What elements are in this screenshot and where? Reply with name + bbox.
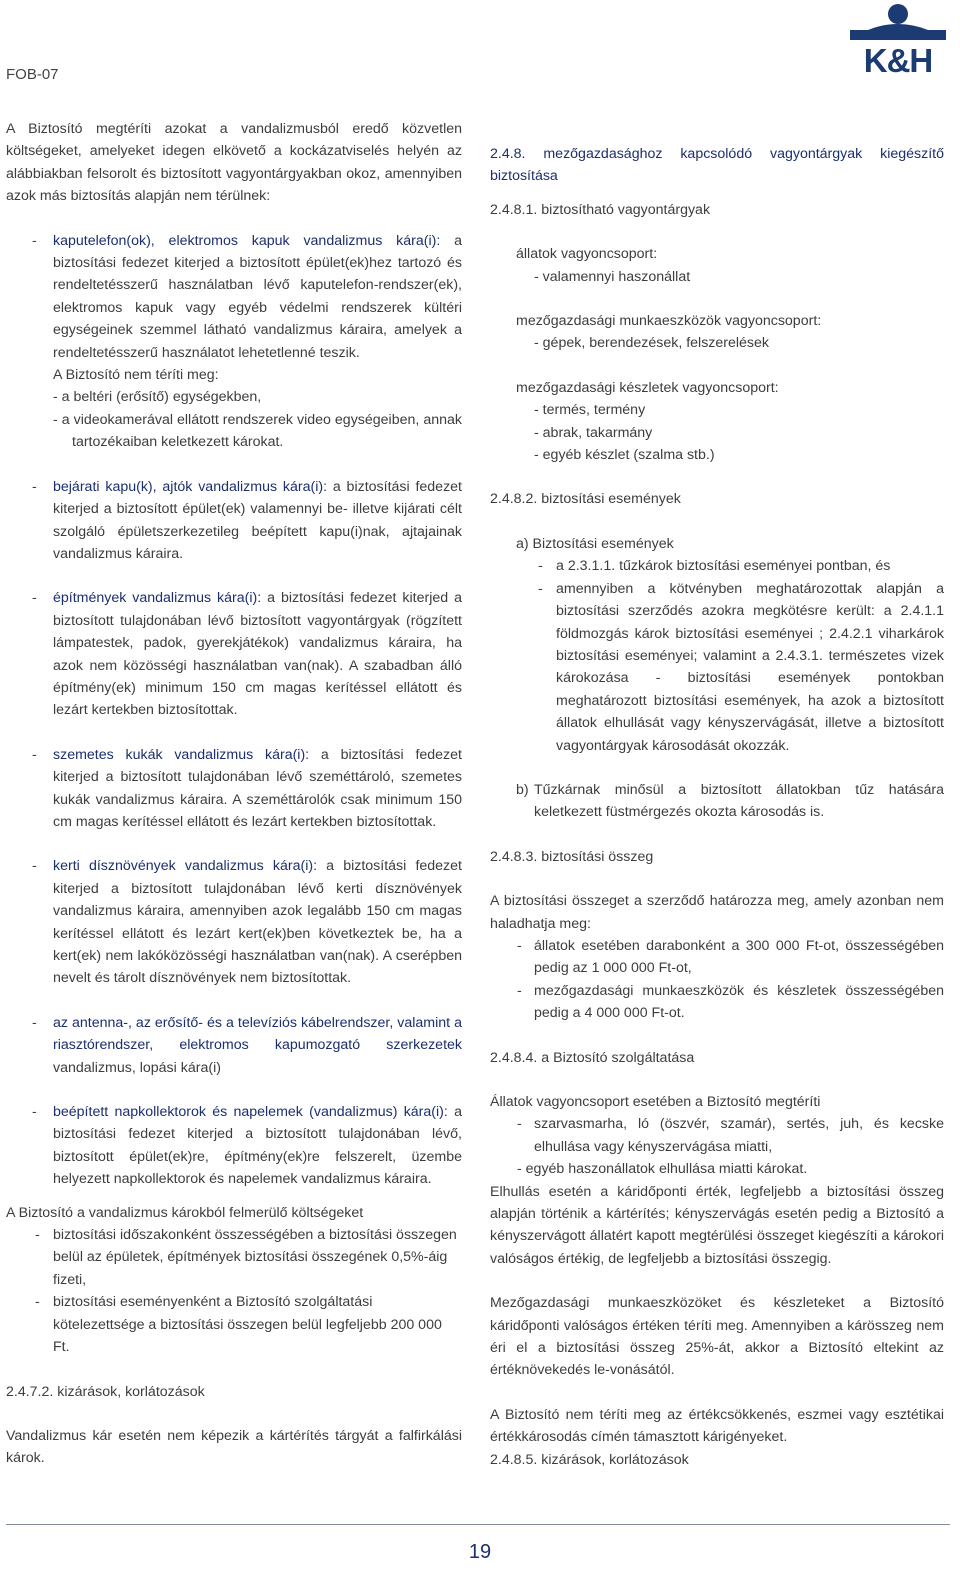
group-item: - abrak, takarmány	[534, 424, 653, 441]
subsection-title: 2.4.8.3. biztosítási összeg	[490, 848, 654, 865]
group-item: - termés, termény	[534, 402, 646, 419]
item-keyword: kaputelefon(ok), elektromos kapuk vandalizmus kára(i):	[53, 232, 441, 249]
kh-logo	[848, 0, 948, 80]
sum-item: - állatok esetében darabonként a 300 000 Ft-ot, összességében pedig az 1 000 000 Ft-ot,	[517, 937, 944, 977]
service-paragraph: Mezőgazdasági munkaeszközöket és készleteket a Biztosító káridőponti valóságos értéken téríti meg. Amennyiben a kárösszeg nem éri el a biztosítási összeg 25%-át, akkor a Biztosító eltekint az értéknövekedés le-vonásától.	[490, 1295, 944, 1379]
events-b: b) Tűzkárnak minősül a biztosított állatokban tűz hatására keletkezett füstmérgezés okozta károsodás is.	[516, 781, 944, 821]
right-column	[490, 143, 944, 1471]
group-item: - valamennyi haszonállat	[534, 268, 691, 285]
group-item: - gépek, berendezések, felszerelések	[534, 335, 770, 352]
logo-text: K&H	[863, 42, 933, 79]
not-covered-item: - a videokamerával ellátott rendszerek video egységeiben, annak tartozékaiban keletkezett károkat.	[53, 411, 462, 451]
item-solar-panels: - beépített napkollektorok és napelemek (vandalizmus) kára(i): a biztosítási fedezet kiterjed a biztosított tulajdonában lévő, biztosított épület(ek)re, építmény(ek)re felszerelt, üzembe helyezett napkollektorok és napelemek vandalizmus káraira.	[32, 1104, 462, 1188]
costs-item: - biztosítási időszakonként összességében a biztosítási összegen belül az épületek, építmények biztosítási összegének 0,5%-áig fizeti,	[35, 1227, 457, 1288]
group-title: mezőgazdasági készletek vagyoncsoport:	[516, 379, 779, 396]
sum-item: - mezőgazdasági munkaeszközök és készletek összességében pedig a 4 000 000 Ft-ot.	[517, 982, 944, 1022]
subsection-title: 2.4.8.1. biztosítható vagyontárgyak	[490, 201, 711, 218]
group-title: állatok vagyoncsoport:	[516, 246, 658, 263]
footer-divider	[6, 1524, 950, 1525]
document-code: FOB-07	[6, 66, 59, 83]
kh-logo-icon	[848, 0, 948, 44]
intro-paragraph: A Biztosító megtéríti azokat a vandalizmusból eredő közvetlen költségeket, amelyeket idegen elkövető a kockázatviselés helyén az alábbiakban felsorolt és biztosított vagyontárgyakban okoz, amennyiben azok más biztosítás alapján nem térülnek:	[6, 121, 462, 205]
service-paragraph: A Biztosító nem téríti meg az értékcsökkenés, eszmei vagy esztétikai értékkárosodás címén támasztott kárigényeket.	[490, 1406, 944, 1446]
left-column	[6, 118, 462, 1470]
sum-intro: A biztosítási összeget a szerződő határozza meg, amely azonban nem haladhatja meg:	[490, 893, 944, 932]
section-title: 2.4.8. mezőgazdasághoz kapcsolódó vagyontárgyak kiegészítő biztosítása	[490, 146, 944, 185]
item-ornamental-plants: - kerti dísznövények vandalizmus kára(i): a biztosítási fedezet kiterjed a biztosított tulajdonában lévő kerti dísznövények vandalizmus káraira, amennyiben azok legalább 150 cm magas kerítéssel ellátott és lezárt kert(ek)ben következtek be, ha a kert(ek) nem lakóközösségi használatban van(nak). A cserépben nevelt és tárolt dísznövények nem biztosítottak.	[32, 858, 462, 987]
section-heading-exclusions: 2.4.7.2. kizárások, korlátozások	[6, 1383, 205, 1400]
costs-intro: A Biztosító a vandalizmus károkból felmerülő költségeket	[6, 1204, 364, 1221]
group-item: - egyéb készlet (szalma stb.)	[534, 447, 715, 464]
item-antenna-systems: - az antenna-, az erősítő- és a televíziós kábelrendszer, valamint a riasztórendszer, elektromos kapumozgató szerkezetek vandalizmus, lopási kára(i)	[32, 1014, 462, 1076]
item-door-phones: - kaputelefon(ok), elektromos kapuk vandalizmus kára(i): a biztosítási fedezet kiterjed a biztosított épület(ek)hez tartozó és rendeltetésszerű használatban lévő kaputelefon-rendszer(ek), elektromos kapuk vagy egyéb védelmi rendszerek kültéri egységeinek szemmel látható vandalizmus káraira, amelyek a rendeltetésszerű használatot lehetetlenné teszik.	[32, 232, 462, 361]
service-intro: Állatok vagyoncsoport esetében a Biztosító megtéríti	[490, 1094, 821, 1110]
not-covered-item: - a beltéri (erősítő) egységekben,	[53, 389, 262, 406]
service-item: - egyéb haszonállatok elhullása miatti károkat.	[517, 1161, 808, 1178]
subsection-title: 2.4.8.5. kizárások, korlátozások	[490, 1451, 689, 1468]
subsection-title: 2.4.8.4. a Biztosító szolgáltatása	[490, 1049, 695, 1066]
events-a-item: - a 2.3.1.1. tűzkárok biztosítási eseményei pontban, és	[538, 558, 891, 575]
item-entrance-gates: - bejárati kapu(k), ajtók vandalizmus kára(i): a biztosítási fedezet kiterjed a biztosított épület(ek) valamennyi be- illetve kijárati célt szolgáló épületszerkezetileg beépített kapu(i)nak, ajtajainak vandalizmus káraira.	[32, 478, 462, 562]
costs-item: - biztosítási eseményenként a Biztosító szolgáltatási kötelezettsége a biztosítási összegen belül legfeljebb 200 000 Ft.	[35, 1294, 442, 1356]
service-item: - szarvasmarha, ló (öszvér, szamár), sertés, juh, és kecske elhullása vagy kényszervágása miatti,	[517, 1116, 944, 1155]
exclusions-paragraph: Vandalizmus kár esetén nem képezik a kártérítés tárgyát a falfirkálási károk.	[6, 1427, 462, 1467]
group-title: mezőgazdasági munkaeszközök vagyoncsoport:	[516, 313, 822, 330]
item-garbage-bins: - szemetes kukák vandalizmus kára(i): a biztosítási fedezet kiterjed a biztosított tulajdonában lévő szeméttároló, szemetes kukák vandalizmus káraira. A szeméttárolók csak minimum 150 cm magas kerítéssel ellátott és lezárt kertekben biztosítottak.	[32, 746, 462, 830]
item-structures: - építmények vandalizmus kára(i): a biztosítási fedezet kiterjed a biztosított tulajdonában lévő biztosított vagyontárgyak (rögzített lámpatestek, padok, gyerekjátékok) vandalizmus káraira, ha azok nem közösségi használatban van(nak). A szabadban álló építmény(ek) minimum 150 cm magas kerítéssel ellátott és lezárt kertekben biztosítottak.	[32, 590, 462, 719]
events-a-item: - amennyiben a kötvényben meghatározottak alapján a biztosítási szerződés azokra megkötésre került: a 2.4.1.1 földmozgás károk biztosítási eseményei ; 2.4.2.1 viharkárok biztosítási eseményei; valamint a 2.4.3.1. természetes vizek károkozása - biztosítási események pontokban meghatározott biztosítási események, ha azok a biztosított állatok elhullását vagy kényszervágását, illetve a biztosított vagyontárgyak károsodását okozzák.	[538, 580, 944, 754]
service-paragraph: Elhullás esetén a káridőponti érték, legfeljebb a biztosítási összeg alapján történik a kártérítés; kényszervágás esetén pedig a Biztosító a kényszervágott állatért kapott megtérülési összeget kiegészíti a károkori valóságos értékig, de legfeljebb a biztosítási összegig.	[490, 1183, 944, 1267]
events-a-title: a) Biztosítási események	[516, 535, 674, 552]
not-covered-title: A Biztosító nem téríti meg:	[53, 367, 219, 384]
page-number: 19	[468, 1541, 492, 1563]
subsection-title: 2.4.8.2. biztosítási események	[490, 491, 681, 508]
